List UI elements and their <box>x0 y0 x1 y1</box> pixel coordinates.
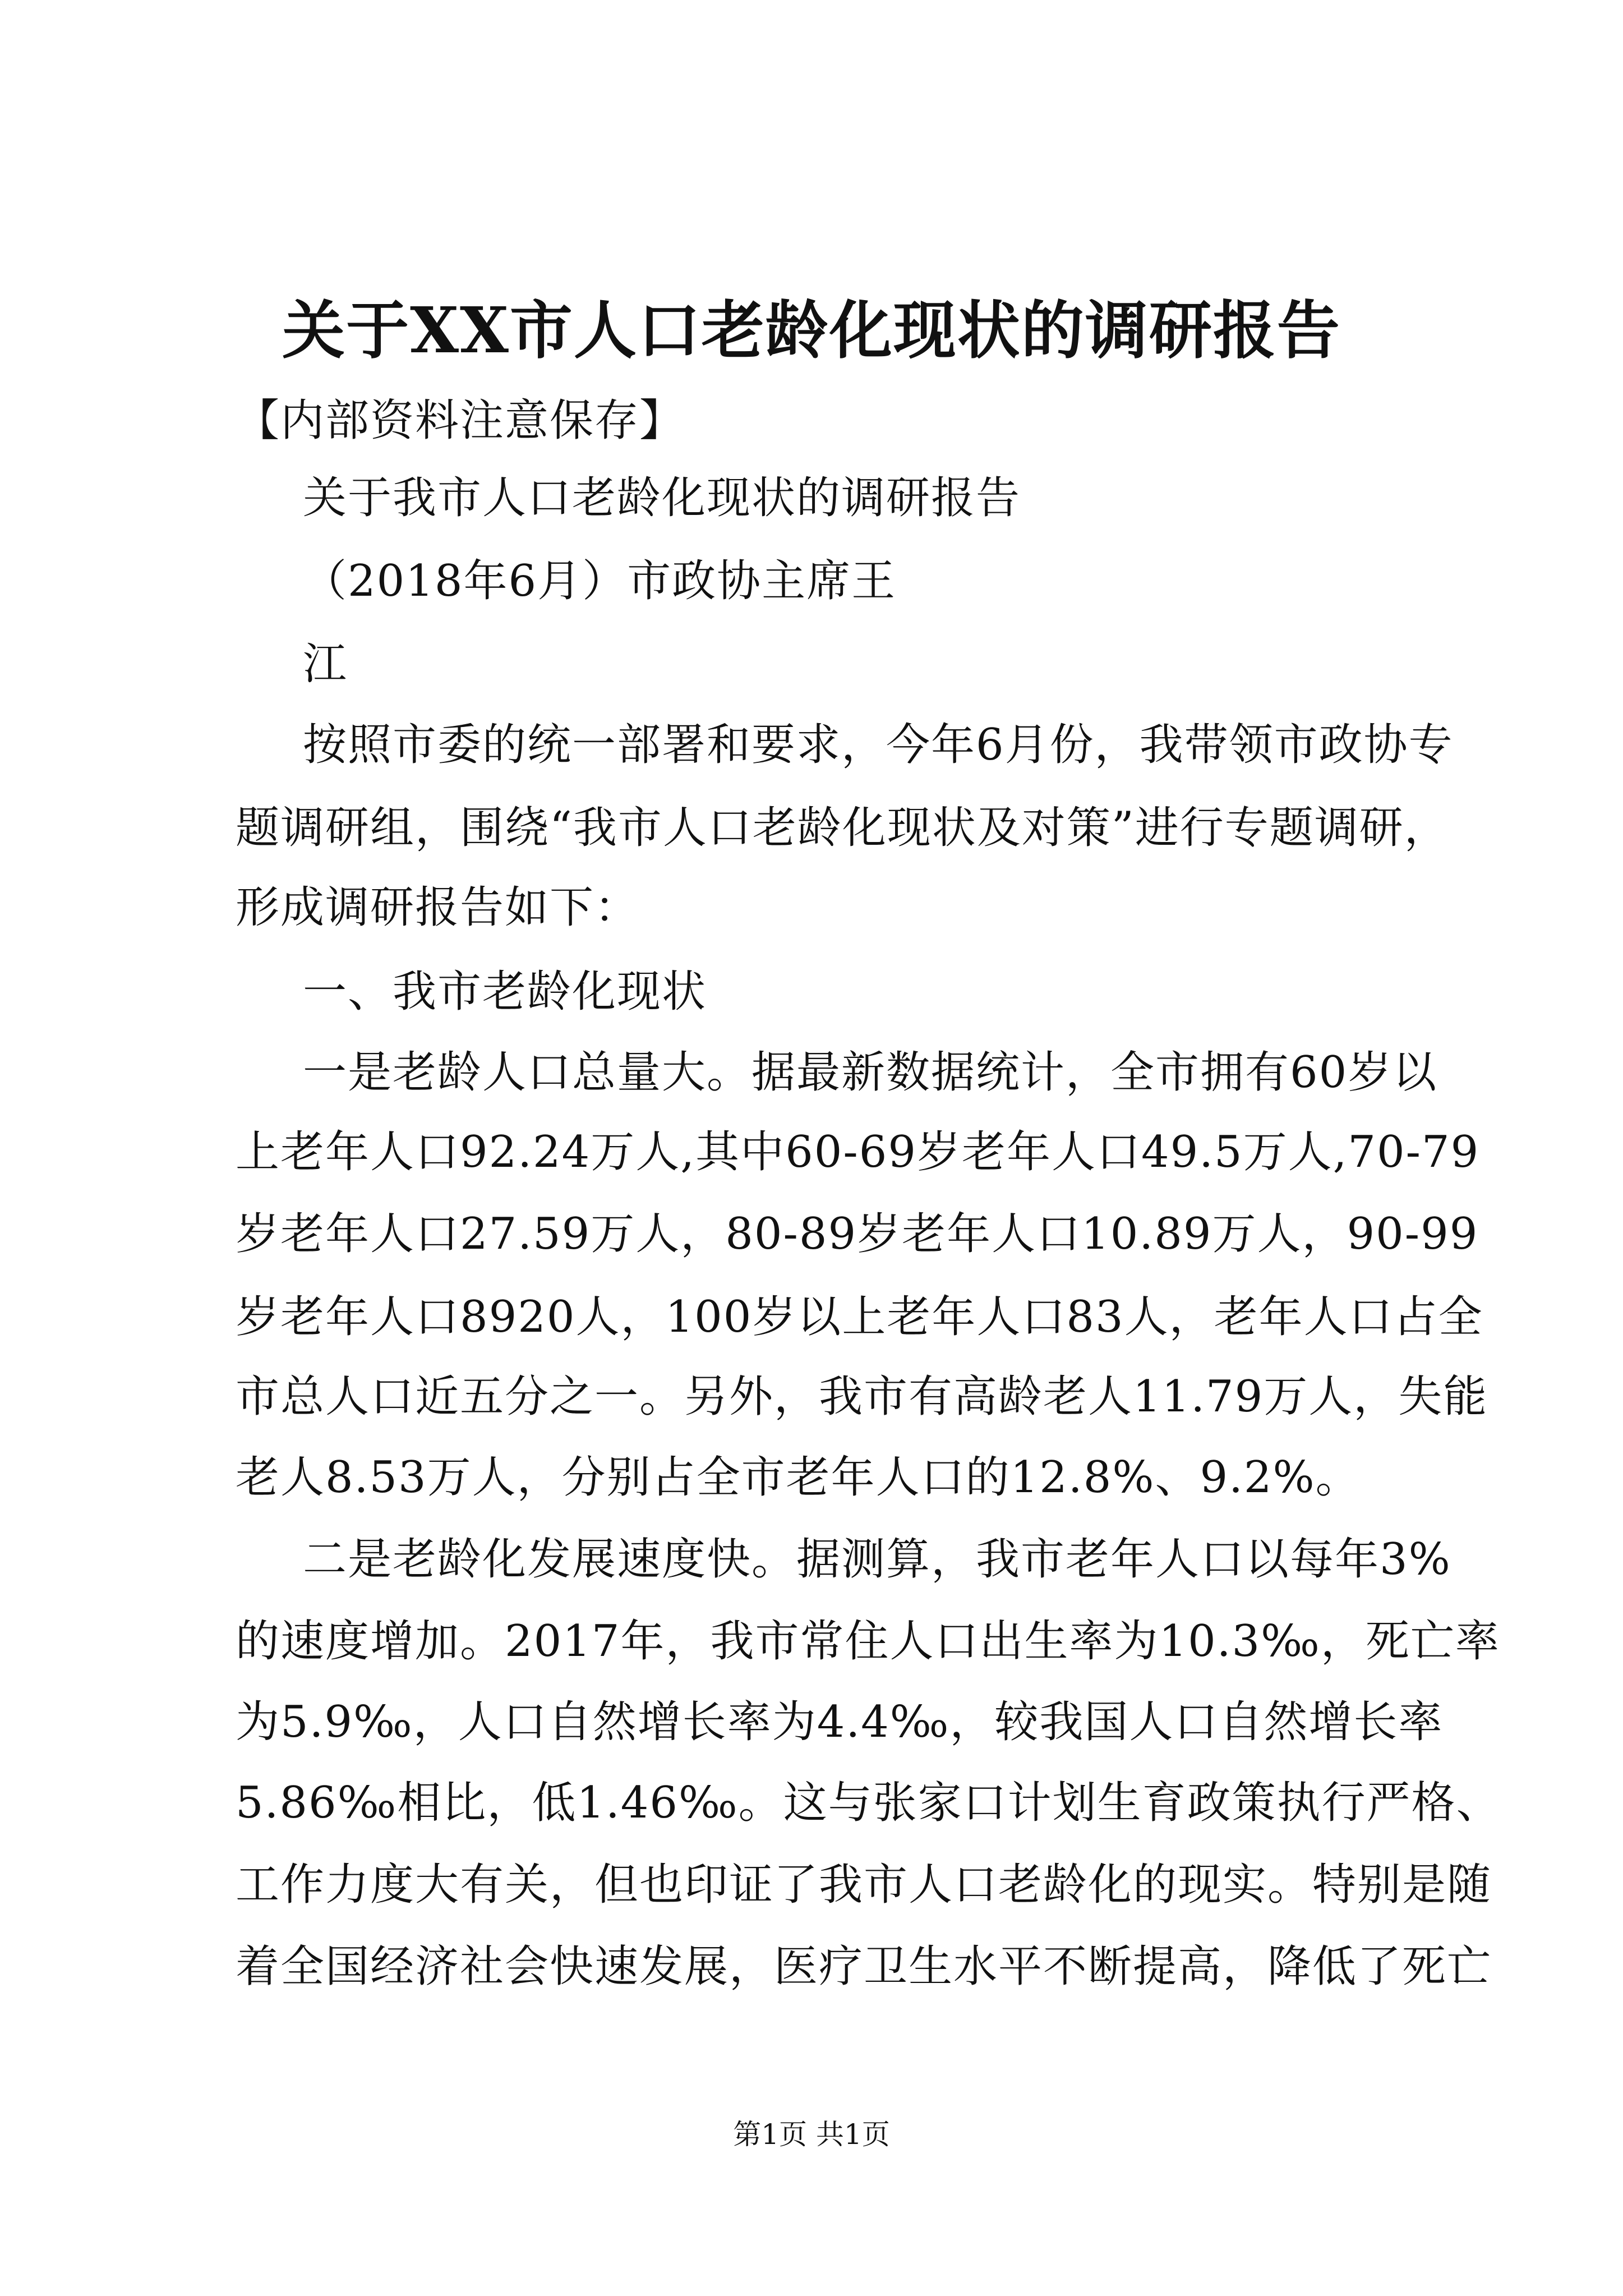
document-title: 关于XX市人口老龄化现状的调研报告 <box>282 294 1341 367</box>
body-line: 按照市委的统一部署和要求，今年6月份，我带领市政协专 <box>303 720 1454 770</box>
body-line: 市总人口近五分之一。另外，我市有高龄老人11.79万人，失能 <box>236 1372 1488 1422</box>
body-line: 的速度增加。2017年，我市常住人口出生率为10.3‰，死亡率 <box>236 1616 1500 1667</box>
date-author-line: （2018年6月）市政协主席王 <box>303 556 897 606</box>
body-line: 岁老年人口8920人，100岁以上老年人口83人，老年人口占全 <box>236 1292 1483 1342</box>
body-line: 形成调研报告如下： <box>236 882 640 933</box>
subtitle-line: 关于我市人口老龄化现状的调研报告 <box>303 473 1021 523</box>
author-continuation: 江 <box>303 639 348 689</box>
body-line: 老人8.53万人，分别占全市老年人口的12.8%、9.2%。 <box>236 1452 1361 1503</box>
section-heading: 一、我市老龄化现状 <box>303 967 707 1017</box>
body-line: 着全国经济社会快速发展，医疗卫生水平不断提高，降低了死亡 <box>236 1941 1492 1992</box>
notice-line: 【内部资料注意保存】 <box>236 395 685 446</box>
body-line: 5.86‰相比，低1.46‰。这与张家口计划生育政策执行严格、 <box>236 1778 1501 1828</box>
body-line: 为5.9‰，人口自然增长率为4.4‰，较我国人口自然增长率 <box>236 1697 1444 1747</box>
body-line: 岁老年人口27.59万人，80-89岁老年人口10.89万人，90-99 <box>236 1209 1479 1259</box>
body-line: 上老年人口92.24万人,其中60-69岁老年人口49.5万人,70-79 <box>236 1127 1480 1177</box>
body-line: 二是老龄化发展速度快。据测算，我市老年人口以每年3% <box>303 1534 1451 1585</box>
body-line: 一是老龄人口总量大。据最新数据统计，全市拥有60岁以 <box>303 1047 1438 1098</box>
page-footer: 第1页 共1页 <box>733 2118 890 2151</box>
body-line: 工作力度大有关，但也印证了我市人口老龄化的现实。特别是随 <box>236 1860 1492 1910</box>
body-line: 题调研组，围绕“我市人口老龄化现状及对策”进行专题调研， <box>236 803 1449 853</box>
